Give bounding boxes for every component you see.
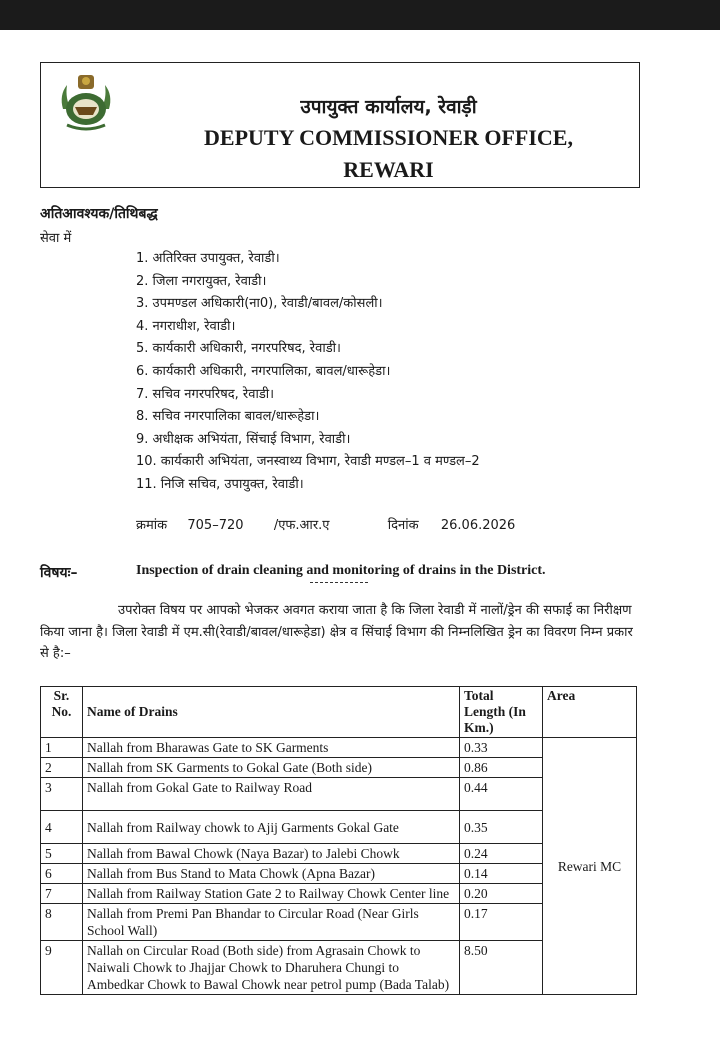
cell-drain-name: Nallah from Premi Pan Bhandar to Circular Road (Near Girls School Wall) [83, 904, 460, 941]
cell-drain-name: Nallah from Railway Station Gate 2 to Railway Chowk Center line [83, 884, 460, 904]
cell-drain-name: Nallah from Railway chowk to Ajij Garments Gokal Gate [83, 811, 460, 844]
header-name-of-drains: Name of Drains [83, 687, 460, 738]
cell-drain-name: Nallah from SK Garments to Gokal Gate (Both side) [83, 758, 460, 778]
office-title-english-line2: REWARI [343, 157, 434, 182]
recipient-list [136, 248, 480, 497]
urgent-label: अतिआवश्यक/तिथिबद्ध [40, 206, 158, 222]
cell-sr: 8 [41, 904, 83, 941]
cell-drain-name: Nallah on Circular Road (Both side) from Agrasain Chowk to Naiwali Chowk to Jhajjar Chowk to Dharuhera Chungi to Ambedkar Chowk to Bawal Chowk near petrol pump (Bada Talab) [83, 941, 460, 995]
office-title-english-line1: DEPUTY COMMISSIONER OFFICE, [204, 125, 573, 150]
cell-length: 0.24 [460, 844, 543, 864]
header-area: Area [543, 687, 637, 738]
recipient-item: 11. निजि सचिव, उपायुक्त, रेवाडी। [136, 476, 304, 492]
recipient-item: 9. अधीक्षक अभियंता, सिंचाई विभाग, रेवाडी। [136, 431, 351, 447]
body-paragraph [40, 600, 640, 665]
office-title-hindi: उपायुक्त कार्यालय, रेवाड़ी [300, 96, 477, 118]
reference-number-label: क्रमांक [136, 518, 168, 533]
recipient-item: 7. सचिव नगरपरिषद, रेवाडी। [136, 386, 275, 402]
recipient-item: 8. सचिव नगरपालिका बावल/धारूहेडा। [136, 409, 320, 425]
cell-length: 8.50 [460, 941, 543, 995]
body-paragraph-text: उपरोक्त विषय पर आपको भेजकर अवगत कराया जाता है कि जिला रेवाडी में नालों/ड्रेन की सफाई का निरीक्षण किया जाना है। जिला रेवाडी में एम.सी(रेवाडी/बावल/धारूहेडा) क्षेत्र व सिंचाई विभाग की निम्नलिखित ड्रेन का विवरण निम्न प्रकार से है:– [40, 603, 633, 661]
cell-sr: 1 [41, 738, 83, 758]
to-label: सेवा में [40, 231, 72, 246]
recipient-item: 10. कार्यकारी अभियंता, जनस्वाथ्य विभाग, रेवाडी मण्डल–1 व मण्डल–2 [136, 454, 480, 470]
subject-label: विषयः– [40, 565, 78, 581]
cell-length: 0.35 [460, 811, 543, 844]
table-header-row [41, 687, 637, 738]
cell-sr: 9 [41, 941, 83, 995]
recipient-item: 3. उपमण्डल अधिकारी(ना0), रेवाडी/बावल/कोसली। [136, 296, 383, 312]
cell-drain-name: Nallah from Gokal Gate to Railway Road [83, 778, 460, 811]
date-label: दिनांक [387, 518, 419, 533]
cell-length: 0.86 [460, 758, 543, 778]
reference-section: /एफ.आर.ए [273, 518, 330, 533]
header-total-length: Total Length (In Km.) [460, 687, 543, 738]
cell-sr: 5 [41, 844, 83, 864]
drains-table [40, 686, 637, 995]
cell-length: 0.44 [460, 778, 543, 811]
letterhead [40, 62, 640, 188]
cell-sr: 7 [41, 884, 83, 904]
header-sr-no: Sr. No. [41, 687, 83, 738]
cell-drain-name: Nallah from Bus Stand to Mata Chowk (Apna Bazar) [83, 864, 460, 884]
cell-sr: 3 [41, 778, 83, 811]
cell-sr: 4 [41, 811, 83, 844]
cell-drain-name: Nallah from Bharawas Gate to SK Garments [83, 738, 460, 758]
cell-sr: 2 [41, 758, 83, 778]
cell-length: 0.14 [460, 864, 543, 884]
recipient-item: 1. अतिरिक्त उपायुक्त, रेवाडी। [136, 251, 280, 266]
recipient-item: 4. नगराधीश, रेवाडी। [136, 318, 236, 334]
recipient-item: 6. कार्यकारी अधिकारी, नगरपालिका, बावल/धारूहेडा। [136, 363, 391, 379]
recipient-item: 2. जिला नगरायुक्त, रेवाडी। [136, 273, 267, 289]
cell-sr: 6 [41, 864, 83, 884]
cell-area: Rewari MC [543, 738, 637, 995]
cell-length: 0.33 [460, 738, 543, 758]
reference-number: 705–720 [187, 518, 244, 533]
cell-length: 0.20 [460, 884, 543, 904]
table-row [41, 738, 637, 758]
subject-text: Inspection of drain cleaning and monitoring of drains in the District. [136, 563, 546, 578]
cell-length: 0.17 [460, 904, 543, 941]
subject-underline [310, 582, 368, 583]
recipient-item: 5. कार्यकारी अधिकारी, नगरपरिषद, रेवाडी। [136, 341, 341, 357]
cell-drain-name: Nallah from Bawal Chowk (Naya Bazar) to Jalebi Chowk [83, 844, 460, 864]
letter-date: 26.06.2026 [440, 518, 516, 533]
top-status-bar [0, 0, 720, 30]
reference-line [136, 515, 515, 533]
